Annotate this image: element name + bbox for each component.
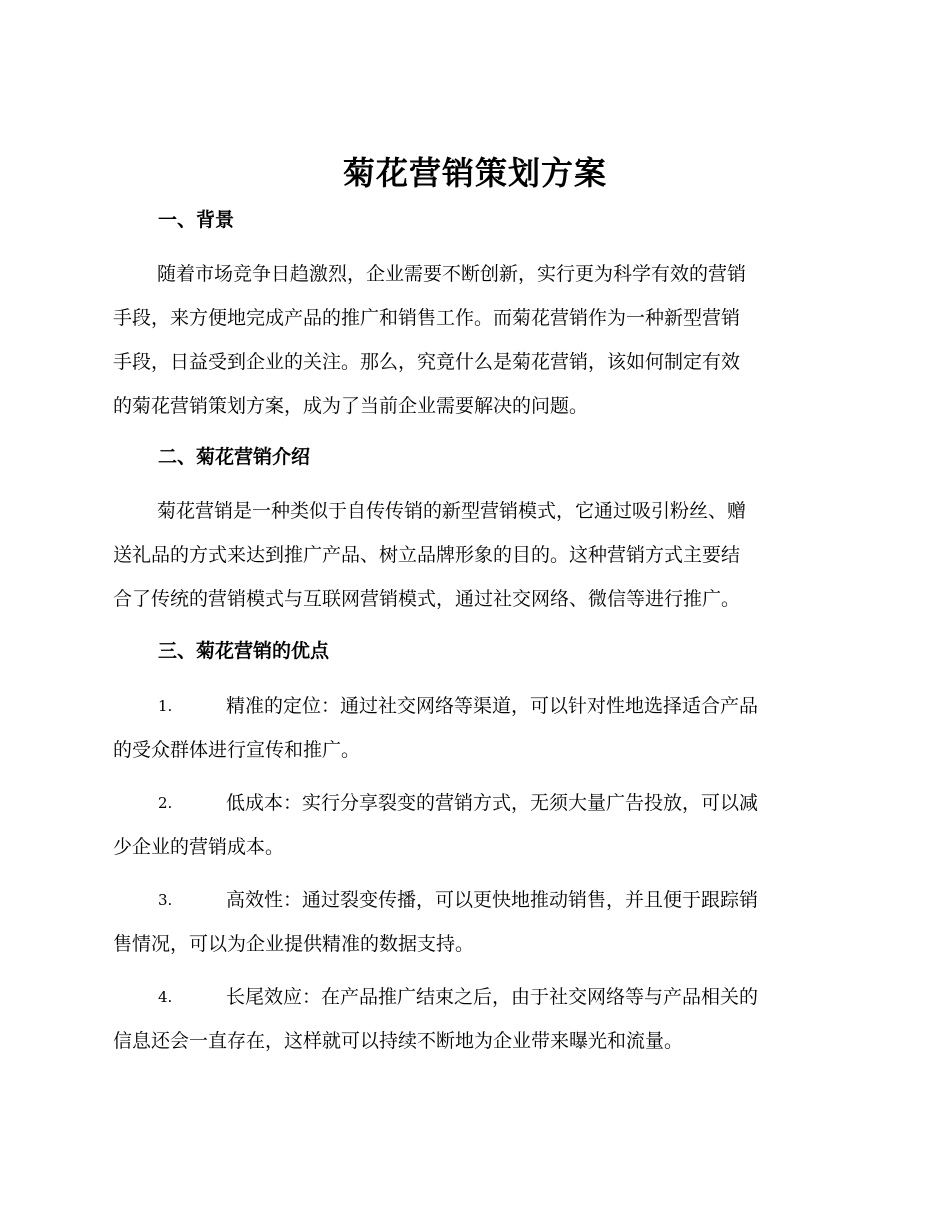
list-item-text-line: 高效性：通过裂变传播，可以更快地推动销售，并且便于跟踪销: [226, 889, 759, 911]
paragraph-line: 的菊花营销策划方案，成为了当前企业需要解决的问题。: [113, 395, 589, 417]
list-item-number: 2.: [158, 794, 173, 812]
list-item-text-line: 长尾效应：在产品推广结束之后，由于社交网络等与产品相关的: [226, 986, 759, 1008]
list-item-text-line: 售情况，可以为企业提供精准的数据支持。: [113, 933, 475, 955]
document-title: 菊花营销策划方案: [342, 154, 607, 192]
section-heading-introduction: 二、菊花营销介绍: [158, 446, 311, 468]
list-item-text-line: 的受众群体进行宣传和推广。: [113, 739, 361, 761]
list-item: [113, 878, 838, 966]
paragraph-line: 手段，来方便地完成产品的推广和销售工作。而菊花营销作为一种新型营销: [113, 307, 741, 329]
paragraph-line: 合了传统的营销模式与互联网营销模式，通过社交网络、微信等进行推广。: [113, 588, 741, 610]
list-item-text-line: 精准的定位：通过社交网络等渠道，可以针对性地选择适合产品: [226, 695, 759, 717]
list-item-text-line: 低成本：实行分享裂变的营销方式，无须大量广告投放，可以减: [226, 792, 759, 814]
list-item: [113, 781, 838, 869]
section-paragraph-introduction: [113, 489, 838, 621]
paragraph-line: 菊花营销是一种类似于自传传销的新型营销模式，它通过吸引粉丝、赠: [157, 500, 747, 522]
section-paragraph-background: [113, 252, 838, 428]
list-item: [113, 975, 838, 1063]
paragraph-line: 随着市场竞争日趋激烈，企业需要不断创新，实行更为科学有效的营销: [157, 263, 747, 285]
list-item-number: 1.: [158, 697, 173, 715]
list-item-text-line: 信息还会一直存在，这样就可以持续不断地为企业带来曝光和流量。: [113, 1030, 684, 1052]
paragraph-line: 送礼品的方式来达到推广产品、树立品牌形象的目的。这种营销方式主要结: [113, 544, 741, 566]
list-item-text-line: 少企业的营销成本。: [113, 836, 285, 858]
list-item-number: 4.: [158, 988, 173, 1006]
section-heading-advantages: 三、菊花营销的优点: [158, 640, 330, 662]
list-item: [113, 684, 838, 772]
list-item-number: 3.: [158, 891, 173, 909]
paragraph-line: 手段，日益受到企业的关注。那么，究竟什么是菊花营销，该如何制定有效: [113, 351, 741, 373]
section-heading-background: 一、背景: [158, 209, 235, 231]
